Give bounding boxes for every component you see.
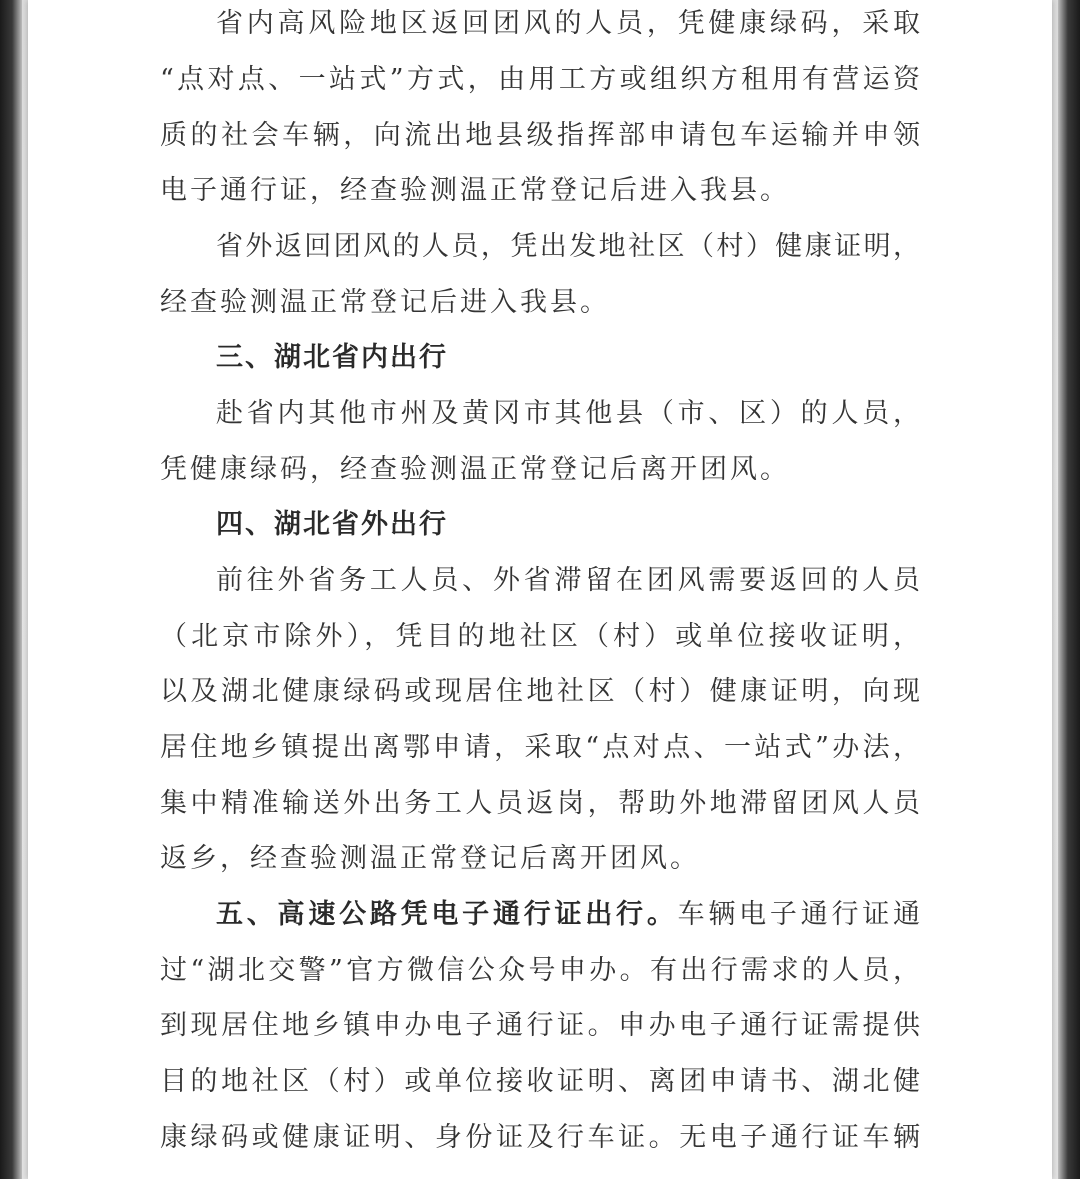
paragraph-line: 返乡，经查验测温正常登记后离开团风。 — [160, 843, 700, 874]
paragraph-line — [216, 895, 920, 951]
section-heading-inline: 五、高速公路凭电子通行证出行。 — [216, 899, 678, 930]
paragraph-line: 凭健康绿码，经查验测温正常登记后离开团风。 — [160, 454, 790, 485]
paragraph-line: 赴省内其他市州及黄冈市其他县（市、区）的人员， — [216, 398, 920, 429]
paragraph-line: 居住地乡镇提出离鄂申请，采取“点对点、一站式”办法， — [160, 732, 920, 763]
paragraph-line: 省内高风险地区返回团风的人员，凭健康绿码，采取 — [216, 8, 920, 39]
paragraph-line: 过“湖北交警”官方微信公众号申办。有出行需求的人员， — [160, 955, 920, 986]
paragraph-line: （北京市除外），凭目的地社区（村）或单位接收证明， — [160, 621, 920, 652]
paragraph-line: 目的地社区（村）或单位接收证明、离团申请书、湖北健 — [160, 1066, 920, 1097]
paragraph-line: 经查验测温正常登记后进入我县。 — [160, 287, 610, 318]
paragraph-text: 车辆电子通行证通 — [677, 899, 920, 930]
paragraph-line: 集中精准输送外出务工人员返岗，帮助外地滞留团风人员 — [160, 788, 920, 819]
paragraph-line: 省外返回团风的人员，凭出发地社区（村）健康证明， — [216, 231, 920, 262]
screen-edge-left — [0, 0, 22, 1179]
paragraph-line: 质的社会车辆，向流出地县级指挥部申请包车运输并申领 — [160, 120, 920, 151]
paragraph-line: 前往外省务工人员、外省滞留在团风需要返回的人员 — [216, 565, 920, 596]
paragraph-line: 康绿码或健康证明、身份证及行车证。无电子通行证车辆 — [160, 1122, 920, 1153]
paragraph-line: 电子通行证，经查验测温正常登记后进入我县。 — [160, 175, 790, 206]
paragraph-line: 到现居住地乡镇申办电子通行证。申办电子通行证需提供 — [160, 1010, 920, 1041]
section-heading: 四、湖北省外出行 — [216, 509, 448, 540]
paragraph-line: 以及湖北健康绿码或现居住地社区（村）健康证明，向现 — [160, 676, 920, 707]
section-heading: 三、湖北省内出行 — [216, 342, 448, 373]
screen-edge-right — [1058, 0, 1080, 1179]
paragraph-line: “点对点、一站式”方式，由用工方或组织方租用有营运资 — [160, 64, 920, 95]
